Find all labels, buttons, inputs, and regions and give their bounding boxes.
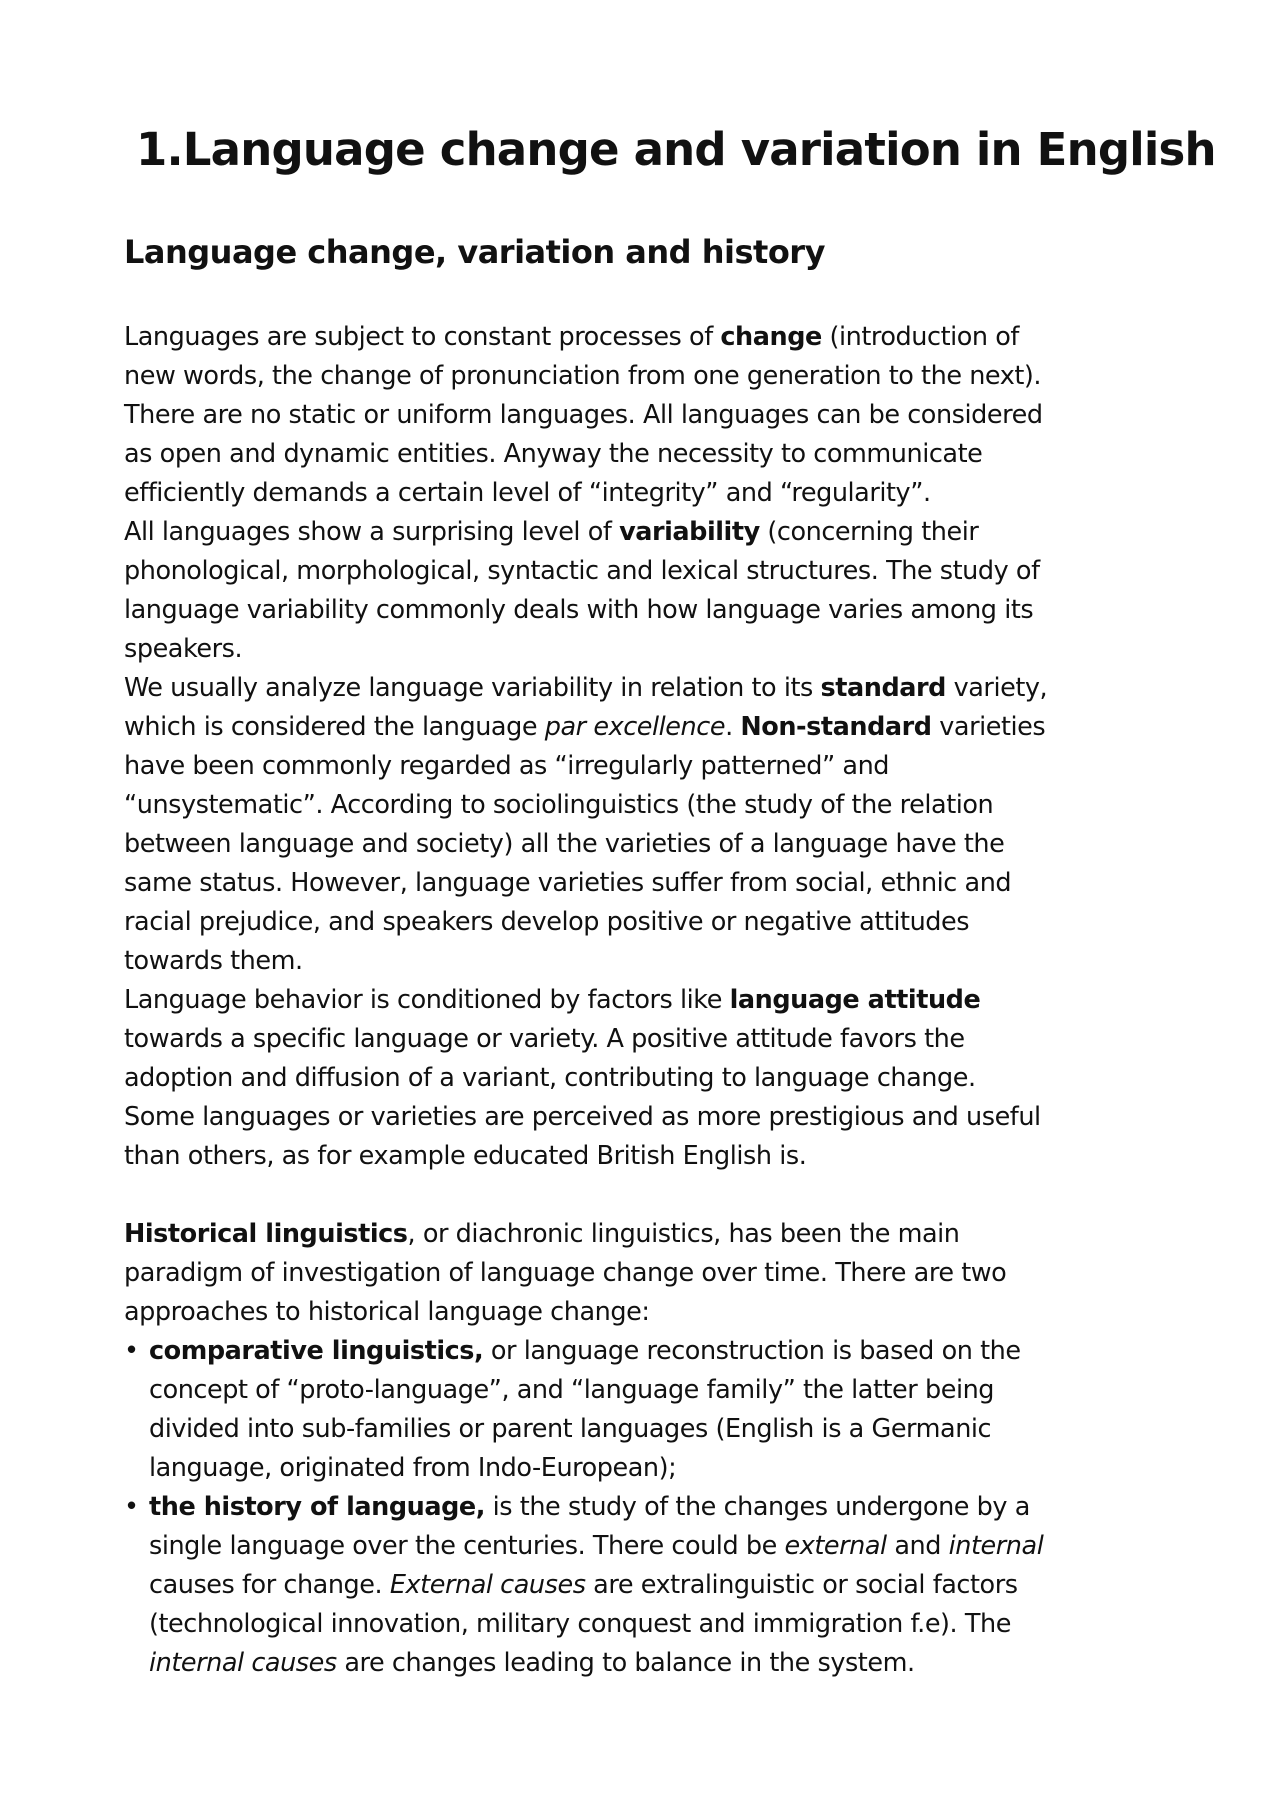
term-variability: variability [619, 517, 760, 547]
text-line: efficiently demands a certain level of “integrity” and “regularity”. [124, 478, 931, 508]
term-historical-linguistics: Historical linguistics [124, 1219, 408, 1249]
text-line: “unsystematic”. According to sociolinguistics (the study of the relation [124, 790, 994, 820]
paragraph-historical-linguistics [124, 1215, 1174, 1332]
text-line: towards them. [124, 946, 303, 976]
text-line: (technological innovation, military conquest and immigration f.e). The [149, 1609, 1011, 1639]
text-line: between language and society) all the varieties of a language have the [124, 829, 1005, 859]
term-par-excellence: par excellence [544, 712, 726, 742]
term-internal: internal [948, 1531, 1044, 1561]
document-page [124, 118, 1216, 1683]
text-line: paradigm of investigation of language change over time. There are two [124, 1258, 1007, 1288]
bullet-icon: • [124, 1492, 139, 1522]
text-line: phonological, morphological, syntactic and lexical structures. The study of [124, 556, 1040, 586]
text-line: Languages are subject to constant processes of change (introduction of [124, 322, 1019, 352]
text-line: than others, as for example educated British English is. [124, 1141, 807, 1171]
text-line: have been commonly regarded as “irregularly patterned” and [124, 751, 890, 781]
text-line: speakers. [124, 634, 243, 664]
text-line: adoption and diffusion of a variant, contributing to language change. [124, 1063, 976, 1093]
text-line: concept of “proto-language”, and “language family” the latter being [149, 1375, 995, 1405]
list-item [124, 1332, 1174, 1488]
text-line: causes for change. External causes are extralinguistic or social factors [149, 1570, 1018, 1600]
text-line: • the history of language, is the study of the changes undergone by a [124, 1488, 1174, 1527]
text-line: Some languages or varieties are perceived as more prestigious and useful [124, 1102, 1041, 1132]
text-line: as open and dynamic entities. Anyway the necessity to communicate [124, 439, 983, 469]
paragraph-language-change [124, 318, 1174, 1176]
term-comparative-linguistics: comparative linguistics, [149, 1336, 484, 1366]
term-history-of-language: the history of language, [149, 1492, 486, 1522]
paragraph-spacer [124, 1176, 1174, 1215]
text-line: towards a specific language or variety. A positive attitude favors the [124, 1024, 965, 1054]
text-line: language variability commonly deals with how language varies among its [124, 595, 1034, 625]
term-internal-causes: internal causes [149, 1648, 337, 1678]
text-line: Language behavior is conditioned by factors like language attitude [124, 985, 981, 1015]
text-line: same status. However, language varieties suffer from social, ethnic and [124, 868, 1012, 898]
text-line: new words, the change of pronunciation from one generation to the next). [124, 361, 1042, 391]
term-language-attitude: language attitude [729, 985, 981, 1015]
text-line: which is considered the language par excellence. Non-standard varieties [124, 712, 1046, 742]
text-line: divided into sub-families or parent languages (English is a Germanic [149, 1414, 992, 1444]
term-external-causes: External causes [389, 1570, 586, 1600]
term-external: external [784, 1531, 887, 1561]
text-line: • comparative linguistics, or language reconstruction is based on the [124, 1332, 1174, 1371]
text-line: single language over the centuries. There could be external and internal [149, 1531, 1044, 1561]
text-line: internal causes are changes leading to balance in the system. [149, 1648, 915, 1678]
text-line: approaches to historical language change: [124, 1297, 650, 1327]
text-line: Historical linguistics, or diachronic linguistics, has been the main [124, 1219, 960, 1249]
text-line: There are no static or uniform languages. All languages can be considered [124, 400, 1043, 430]
text-line: language, originated from Indo-European); [149, 1453, 677, 1483]
text-line: All languages show a surprising level of variability (concerning their [124, 517, 979, 547]
term-standard: standard [820, 673, 946, 703]
bullet-icon: • [124, 1336, 139, 1366]
term-change: change [720, 322, 822, 352]
list-item [124, 1488, 1174, 1683]
section-heading: Language change, variation and history [124, 233, 825, 271]
page-title: 1.Language change and variation in English [136, 123, 1216, 176]
text-line: We usually analyze language variability in relation to its standard variety, [124, 673, 1048, 703]
text-line: racial prejudice, and speakers develop positive or negative attitudes [124, 907, 970, 937]
bullet-list [124, 1332, 1174, 1683]
term-non-standard: Non-standard [740, 712, 932, 742]
